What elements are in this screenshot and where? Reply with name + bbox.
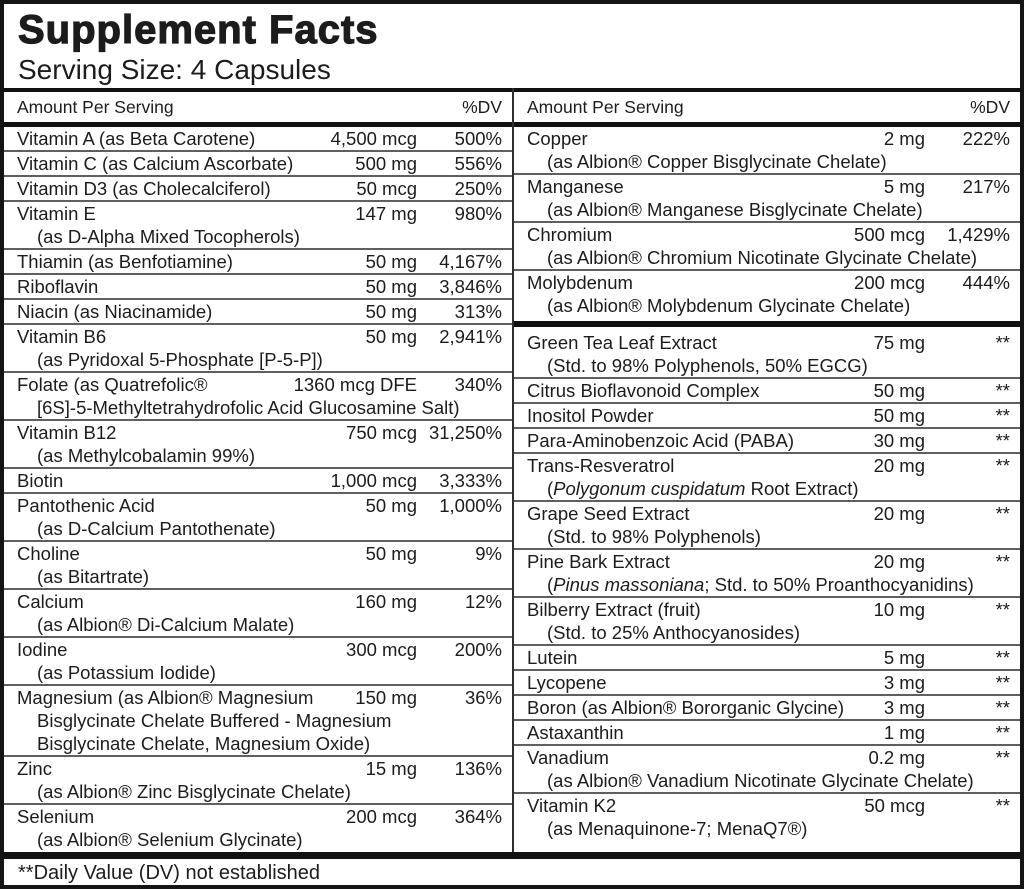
ingredient-name: Vitamin E: [17, 203, 96, 224]
table-row: [514, 331, 1020, 377]
ingredient-line: [527, 175, 1010, 198]
ingredient-source: [527, 573, 1010, 596]
table-row: [4, 273, 512, 298]
table-row: [514, 694, 1020, 719]
ingredient-dv: 4,167%: [439, 251, 502, 272]
table-row: [4, 803, 512, 851]
ingredient-line: [17, 152, 502, 175]
ingredient-name: Magnesium (as Albion® Magnesium: [17, 687, 314, 708]
table-row: [4, 540, 512, 588]
ingredient-line: [527, 223, 1010, 246]
ingredient-source: [6S]-5-Methyltetrahydrofolic Acid Glucosamine Salt): [37, 397, 460, 418]
ingredient-amount: 15 mg: [365, 758, 417, 779]
ingredient-name: Para-Aminobenzoic Acid (PABA): [527, 430, 794, 451]
table-row: [514, 427, 1020, 452]
ingredient-name: Citrus Bioflavonoid Complex: [527, 380, 760, 401]
ingredient-dv: 364%: [454, 806, 502, 827]
ingredient-line: [17, 300, 502, 323]
ingredient-amount: 200 mcg: [346, 806, 417, 827]
table-row: [4, 298, 512, 323]
ingredient-amount: 1360 mcg DFE: [293, 374, 417, 395]
table-row: [514, 221, 1020, 269]
ingredient-source: (as Menaquinone-7; MenaQ7®): [547, 818, 808, 839]
table-row: [514, 644, 1020, 669]
label-header: [4, 4, 1020, 88]
table-row: [514, 500, 1020, 548]
ingredient-source: (Std. to 98% Polyphenols): [547, 526, 761, 547]
table-row: [514, 269, 1020, 317]
ingredient-line: [527, 721, 1010, 744]
ingredient-line: [527, 271, 1010, 294]
ingredient-amount: 300 mcg: [346, 639, 417, 660]
ingredient-dv: **: [995, 647, 1010, 668]
table-row: [4, 492, 512, 540]
table-row: [514, 402, 1020, 427]
facts-column-right: [512, 88, 1020, 852]
ingredient-dv: **: [995, 430, 1010, 451]
table-row: [514, 744, 1020, 792]
ingredient-line: [527, 127, 1010, 150]
ingredient-name: Vanadium: [527, 747, 609, 768]
ingredient-line: [17, 686, 502, 709]
table-row: [514, 719, 1020, 744]
table-row: [514, 452, 1020, 500]
ingredient-dv: **: [995, 795, 1010, 816]
ingredient-dv: **: [995, 551, 1010, 572]
ingredient-name: Iodine: [17, 639, 68, 660]
ingredient-dv: **: [995, 599, 1010, 620]
ingredient-source: (Std. to 98% Polyphenols, 50% EGCG): [547, 355, 868, 376]
ingredient-dv: 36%: [464, 687, 502, 708]
ingredient-source: Bisglycinate Chelate Buffered - Magnesium: [37, 710, 392, 731]
ingredient-line: [527, 331, 1010, 354]
ingredient-amount: 147 mg: [355, 203, 417, 224]
ingredient-name: Niacin (as Niacinamide): [17, 301, 213, 322]
ingredient-dv: **: [995, 380, 1010, 401]
ingredient-dv: 200%: [454, 639, 502, 660]
ingredient-source: (as Albion® Zinc Bisglycinate Chelate): [37, 781, 351, 802]
ingredient-amount: 3 mg: [883, 672, 925, 693]
ingredient-line: [527, 379, 1010, 402]
ingredient-line: [17, 421, 502, 444]
ingredient-amount: 1,000 mcg: [330, 470, 417, 491]
source-text: (: [547, 574, 554, 595]
ingredient-name: Chromium: [527, 224, 613, 245]
ingredient-name: Molybdenum: [527, 272, 633, 293]
ingredient-amount: 5 mg: [883, 176, 925, 197]
ingredient-amount: 20 mg: [873, 503, 925, 524]
ingredient-name: Vitamin D3 (as Cholecalciferol): [17, 178, 271, 199]
ingredient-source: (as Albion® Chromium Nicotinate Glycinate Chelate): [547, 247, 978, 268]
table-row: [514, 792, 1020, 840]
ingredient-name: Biotin: [17, 470, 64, 491]
ingredient-dv: **: [995, 405, 1010, 426]
ingredient-dv: 217%: [962, 176, 1010, 197]
ingredient-line: [17, 469, 502, 492]
ingredient-name: Zinc: [17, 758, 52, 779]
table-row: [4, 248, 512, 273]
ingredient-dv: 250%: [454, 178, 502, 199]
ingredient-line: [527, 646, 1010, 669]
table-row: [514, 596, 1020, 644]
ingredient-source: (as Albion® Molybdenum Glycinate Chelate): [547, 295, 911, 316]
table-row: [4, 636, 512, 684]
ingredient-amount: 0.2 mg: [868, 747, 925, 768]
ingredient-amount: 50 mg: [365, 543, 417, 564]
ingredient-amount: 50 mg: [873, 380, 925, 401]
ingredient-name: Manganese: [527, 176, 624, 197]
ingredient-source: (as Bitartrate): [37, 566, 150, 587]
table-row: [514, 173, 1020, 221]
table-row: [514, 377, 1020, 402]
ingredient-name: Calcium: [17, 591, 84, 612]
ingredient-line: [527, 794, 1010, 817]
ingredient-dv: **: [995, 697, 1010, 718]
serving-size: Serving Size: 4 Capsules: [18, 54, 331, 85]
ingredient-name: Folate (as Quatrefolic®: [17, 374, 208, 395]
ingredient-source: (as Albion® Vanadium Nicotinate Glycinate Chelate): [547, 770, 974, 791]
ingredient-source: (as Albion® Copper Bisglycinate Chelate): [547, 151, 887, 172]
ingredient-amount: 150 mg: [355, 687, 417, 708]
table-row: [4, 755, 512, 803]
ingredient-name: Trans-Resveratrol: [527, 455, 675, 476]
ingredient-line: [17, 638, 502, 661]
ingredient-source: [527, 477, 1010, 500]
table-row: [4, 467, 512, 492]
ingredient-name: Selenium: [17, 806, 95, 827]
ingredient-list-right: [514, 127, 1020, 840]
section-divider: [514, 321, 1020, 327]
ingredient-dv: **: [995, 672, 1010, 693]
ingredient-line: [17, 250, 502, 273]
ingredient-amount: 3 mg: [883, 697, 925, 718]
ingredient-dv: 3,333%: [439, 470, 502, 491]
column-header-left: [4, 92, 512, 122]
ingredient-dv: 12%: [464, 591, 502, 612]
ingredient-amount: 20 mg: [873, 551, 925, 572]
ingredient-dv: 1,000%: [439, 495, 502, 516]
ingredient-amount: 4,500 mcg: [330, 128, 417, 149]
ingredient-dv: 340%: [454, 374, 502, 395]
ingredient-source: Bisglycinate Chelate, Magnesium Oxide): [37, 733, 371, 754]
ingredient-name: Vitamin K2: [527, 795, 617, 816]
ingredient-dv: 2,941%: [439, 326, 502, 347]
ingredient-amount: 2 mg: [883, 128, 925, 149]
ingredient-line: [17, 590, 502, 613]
ingredient-line: [527, 429, 1010, 452]
ingredient-name: Boron (as Albion® Bororganic Glycine): [527, 697, 844, 718]
table-row: [514, 669, 1020, 694]
ingredient-name: Vitamin C (as Calcium Ascorbate): [17, 153, 294, 174]
ingredient-list-left: [4, 127, 512, 851]
ingredient-line: [17, 805, 502, 828]
ingredient-line: [527, 598, 1010, 621]
table-row: [4, 175, 512, 200]
ingredient-line: [17, 757, 502, 780]
ingredient-name: Copper: [527, 128, 588, 149]
amount-per-serving-label: Amount Per Serving: [527, 96, 684, 117]
ingredient-line: [17, 325, 502, 348]
ingredient-amount: 500 mcg: [854, 224, 925, 245]
ingredient-amount: 1 mg: [883, 722, 925, 743]
column-header-right: [514, 92, 1020, 122]
ingredient-amount: 50 mg: [365, 495, 417, 516]
ingredient-name: Thiamin (as Benfotiamine): [17, 251, 233, 272]
ingredient-name: Inositol Powder: [527, 405, 654, 426]
ingredient-line: [527, 696, 1010, 719]
ingredient-dv: 1,429%: [947, 224, 1010, 245]
ingredient-dv: 313%: [454, 301, 502, 322]
ingredient-line: [527, 502, 1010, 525]
ingredient-name: Astaxanthin: [527, 722, 624, 743]
ingredient-line: [527, 404, 1010, 427]
source-text: (: [547, 478, 554, 499]
ingredient-dv: 556%: [454, 153, 502, 174]
ingredient-dv: **: [995, 503, 1010, 524]
ingredient-amount: 500 mg: [355, 153, 417, 174]
ingredient-name: Bilberry Extract (fruit): [527, 599, 701, 620]
ingredient-source: (as Potassium Iodide): [37, 662, 216, 683]
ingredient-amount: 160 mg: [355, 591, 417, 612]
ingredient-line: [527, 454, 1010, 477]
ingredient-dv: 136%: [454, 758, 502, 779]
table-row: [4, 150, 512, 175]
ingredient-line: [17, 202, 502, 225]
table-row: [4, 684, 512, 755]
ingredient-amount: 50 mg: [365, 301, 417, 322]
ingredient-line: [527, 746, 1010, 769]
ingredient-name: Riboflavin: [17, 276, 99, 297]
ingredient-name: Pine Bark Extract: [527, 551, 670, 572]
ingredient-name: Vitamin A (as Beta Carotene): [17, 128, 256, 149]
table-row: [4, 200, 512, 248]
ingredient-dv: **: [995, 722, 1010, 743]
source-text: ; Std. to 50% Proanthocyanidins): [704, 574, 974, 595]
ingredient-name: Lycopene: [527, 672, 607, 693]
table-row: [4, 127, 512, 150]
ingredient-amount: 10 mg: [873, 599, 925, 620]
table-row: [4, 371, 512, 419]
ingredient-line: [527, 550, 1010, 573]
botanical-name: Pinus massoniana: [553, 574, 705, 595]
ingredient-name: Vitamin B12: [17, 422, 117, 443]
ingredient-dv: 222%: [962, 128, 1010, 149]
label-title: Supplement Facts: [18, 8, 379, 52]
ingredient-dv: **: [995, 747, 1010, 768]
footer-rule: [4, 852, 1020, 859]
ingredient-dv: 9%: [475, 543, 502, 564]
facts-columns: [4, 88, 1020, 852]
facts-column-left: [4, 88, 512, 852]
ingredient-name: Choline: [17, 543, 80, 564]
ingredient-dv: 980%: [454, 203, 502, 224]
ingredient-line: [17, 127, 502, 150]
ingredient-source: (as Albion® Di-Calcium Malate): [37, 614, 295, 635]
ingredient-name: Pantothenic Acid: [17, 495, 155, 516]
amount-per-serving-label: Amount Per Serving: [17, 96, 174, 117]
ingredient-line: [17, 177, 502, 200]
ingredient-dv: 31,250%: [428, 422, 502, 443]
ingredient-name: Grape Seed Extract: [527, 503, 690, 524]
ingredient-dv: 500%: [454, 128, 502, 149]
ingredient-amount: 30 mg: [873, 430, 925, 451]
ingredient-amount: 75 mg: [873, 332, 925, 353]
ingredient-line: [17, 542, 502, 565]
ingredient-line: [17, 494, 502, 517]
ingredient-amount: 750 mcg: [346, 422, 417, 443]
ingredient-dv: **: [995, 455, 1010, 476]
ingredient-amount: 50 mg: [365, 251, 417, 272]
ingredient-source: (Std. to 25% Anthocyanosides): [547, 622, 800, 643]
botanical-name: Polygonum cuspidatum: [553, 478, 746, 499]
table-row: [514, 548, 1020, 596]
ingredient-dv: 3,846%: [439, 276, 502, 297]
percent-dv-label: %DV: [462, 96, 502, 117]
ingredient-dv: 444%: [962, 272, 1010, 293]
percent-dv-label: %DV: [970, 96, 1010, 117]
table-row: [4, 419, 512, 467]
table-row: [4, 588, 512, 636]
ingredient-dv: **: [995, 332, 1010, 353]
ingredient-amount: 50 mg: [365, 326, 417, 347]
ingredient-line: [17, 373, 502, 396]
ingredient-amount: 50 mg: [365, 276, 417, 297]
ingredient-amount: 20 mg: [873, 455, 925, 476]
ingredient-amount: 50 mcg: [356, 178, 417, 199]
ingredient-line: [527, 671, 1010, 694]
ingredient-source: (as Pyridoxal 5-Phosphate [P-5-P]): [37, 349, 323, 370]
ingredient-source: (as D-Alpha Mixed Tocopherols): [37, 226, 300, 247]
ingredient-name: Green Tea Leaf Extract: [527, 332, 717, 353]
table-row: [514, 127, 1020, 173]
ingredient-name: Lutein: [527, 647, 578, 668]
source-text: Root Extract): [745, 478, 859, 499]
ingredient-source: (as Methylcobalamin 99%): [37, 445, 255, 466]
ingredient-amount: 50 mcg: [864, 795, 925, 816]
table-row: [4, 323, 512, 371]
ingredient-name: Vitamin B6: [17, 326, 107, 347]
ingredient-amount: 5 mg: [883, 647, 925, 668]
ingredient-amount: 50 mg: [873, 405, 925, 426]
ingredient-source: (as D-Calcium Pantothenate): [37, 518, 276, 539]
ingredient-amount: 200 mcg: [854, 272, 925, 293]
ingredient-source: (as Albion® Selenium Glycinate): [37, 829, 303, 850]
ingredient-line: [17, 275, 502, 298]
daily-value-footnote: **Daily Value (DV) not established: [18, 862, 321, 884]
ingredient-source: (as Albion® Manganese Bisglycinate Chelate): [547, 199, 923, 220]
